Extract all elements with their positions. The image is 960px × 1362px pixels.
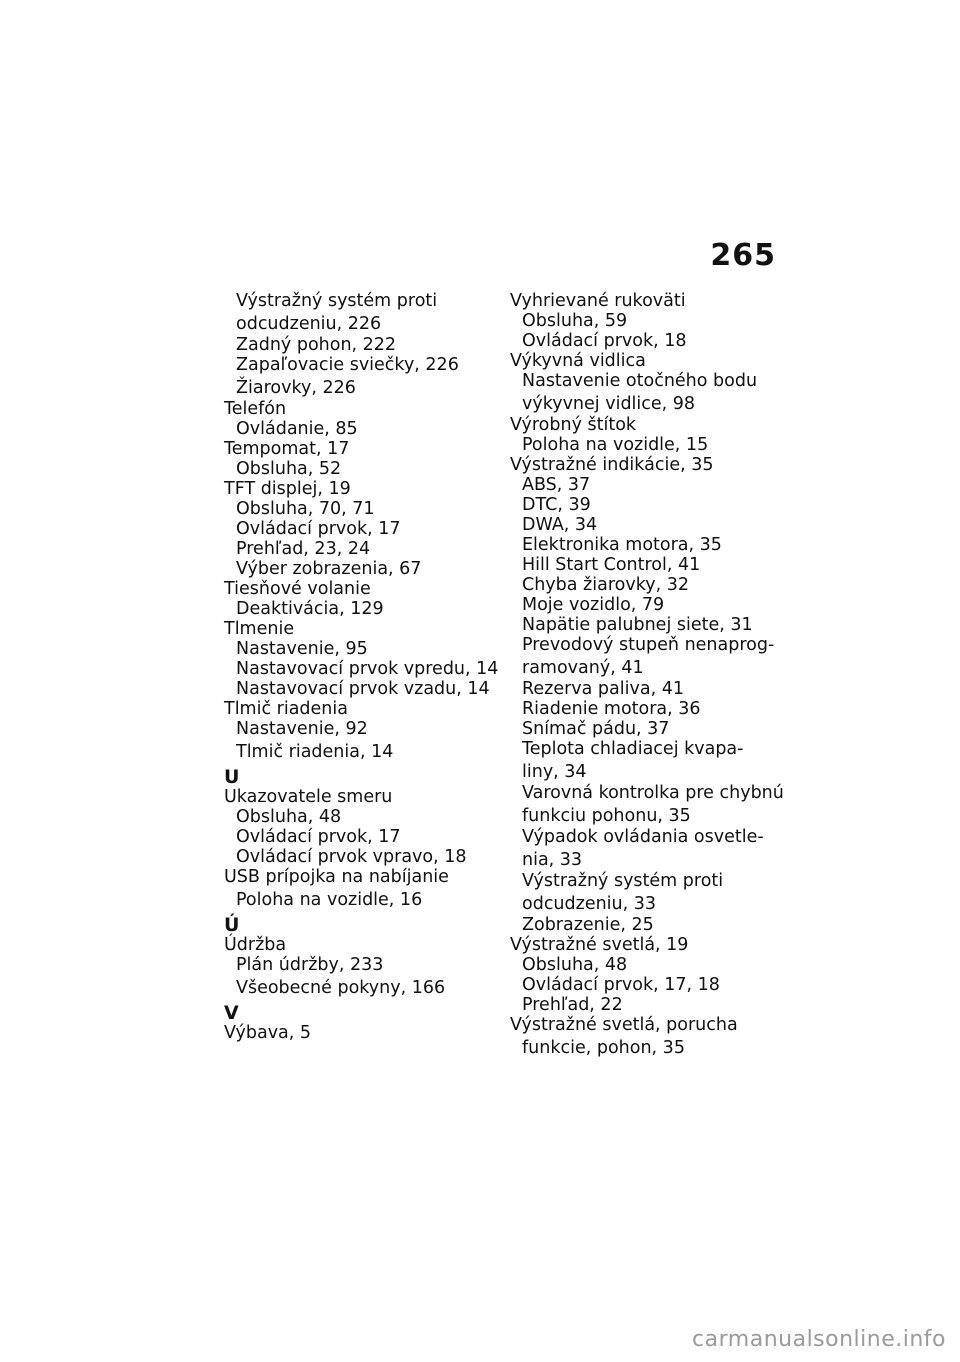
index-subentry: Výstražný systém proti [236,291,438,311]
index-entry: Výbava, 5 [224,1023,312,1043]
index-subentry: Snímač pádu, 37 [522,719,670,739]
index-subentry: Tlmič riadenia, 14 [236,742,394,762]
index-entry: Tiesňové volanie [224,579,371,599]
index-column-right [510,291,800,1059]
index-subentry: Hill Start Control, 41 [522,555,701,575]
index-subentry: Chyba žiarovky, 32 [522,575,689,595]
index-subentry: Prehľad, 22 [522,995,623,1015]
index-subentry: Nastavenie, 92 [236,719,368,739]
index-letter-heading: U [224,766,240,788]
index-entry: Výstražné indikácie, 35 [510,455,714,475]
index-entry: Výrobný štítok [510,415,637,435]
index-subentry: Nastavenie, 95 [236,639,368,659]
index-subentry: Nastavovací prvok vpredu, 14 [236,659,499,679]
index-subentry: Zadný pohon, 222 [236,335,397,355]
index-subentry: Všeobecné pokyny, 166 [236,978,446,998]
index-subentry: Nastavenie otočného bodu [522,371,758,391]
index-subentry: Riadenie motora, 36 [522,699,701,719]
index-subentry: odcudzeniu, 33 [522,894,657,914]
index-subentry: Obsluha, 59 [522,311,628,331]
index-entry: Výkyvná vidlica [510,351,646,371]
index-subentry: Ovládací prvok, 17 [236,827,401,847]
index-subentry: ramovaný, 41 [522,658,644,678]
index-subentry: liny, 34 [522,762,587,782]
index-subentry: nia, 33 [522,850,583,870]
index-subentry: Ovládací prvok, 17 [236,519,401,539]
index-subentry: výkyvnej vidlice, 98 [522,394,696,414]
index-subentry: Deaktivácia, 129 [236,599,384,619]
index-subentry: Prehľad, 23, 24 [236,539,371,559]
index-subentry: Zapaľovacie sviečky, 226 [236,355,459,375]
index-subentry: DWA, 34 [522,515,598,535]
index-entry: Tlmič riadenia [224,699,348,719]
index-subentry: DTC, 39 [522,495,591,515]
index-subentry: Teplota chladiacej kvapa- [522,739,744,759]
index-subentry: Ovládací prvok, 18 [522,331,687,351]
index-subentry: Ovládací prvok vpravo, 18 [236,847,467,867]
index-subentry: Obsluha, 52 [236,459,342,479]
index-subentry: Výpadok ovládania osvetle- [522,827,764,847]
index-subentry: Varovná kontrolka pre chybnú [522,783,784,803]
index-subentry: funkciu pohonu, 35 [522,806,691,826]
index-subentry: Poloha na vozidle, 15 [522,435,709,455]
index-subentry: Zobrazenie, 25 [522,915,654,935]
index-entry: Ukazovatele smeru [224,787,393,807]
index-subentry: ABS, 37 [522,475,591,495]
index-subentry: Nastavovací prvok vzadu, 14 [236,679,490,699]
page-number: 265 [710,238,776,273]
index-subentry: Obsluha, 70, 71 [236,499,375,519]
index-letter-heading: V [224,1002,239,1024]
index-subentry: odcudzeniu, 226 [236,314,382,334]
index-entry: TFT displej, 19 [224,479,351,499]
watermark: carmanualsonline.info [692,1327,946,1352]
index-subentry: Napätie palubnej siete, 31 [522,615,753,635]
index-subentry: Obsluha, 48 [522,955,628,975]
index-entry: Výstražné svetlá, porucha [510,1015,738,1035]
index-entry: Výstražné svetlá, 19 [510,935,689,955]
index-entry: USB prípojka na nabíjanie [224,867,449,887]
index-subentry: Elektronika motora, 35 [522,535,722,555]
index-subentry: Ovládací prvok, 17, 18 [522,975,720,995]
index-entry: Tempomat, 17 [224,439,350,459]
index-subentry: Moje vozidlo, 79 [522,595,665,615]
index-subentry: Poloha na vozidle, 16 [236,890,423,910]
index-subentry: Žiarovky, 226 [236,378,356,398]
index-entry: Telefón [224,399,287,419]
index-subentry: Rezerva paliva, 41 [522,679,684,699]
index-letter-heading: Ú [224,914,240,936]
index-subentry: Ovládanie, 85 [236,419,358,439]
index-column-left [224,291,504,1043]
index-entry: Údržba [224,935,287,955]
index-subentry: Obsluha, 48 [236,807,342,827]
index-subentry: Plán údržby, 233 [236,955,384,975]
index-subentry: funkcie, pohon, 35 [522,1038,685,1058]
index-entry: Tlmenie [224,619,295,639]
index-entry: Vyhrievané rukoväti [510,291,686,311]
index-subentry: Výber zobrazenia, 67 [236,559,422,579]
index-subentry: Prevodový stupeň nenaprog- [522,635,775,655]
index-subentry: Výstražný systém proti [522,871,724,891]
